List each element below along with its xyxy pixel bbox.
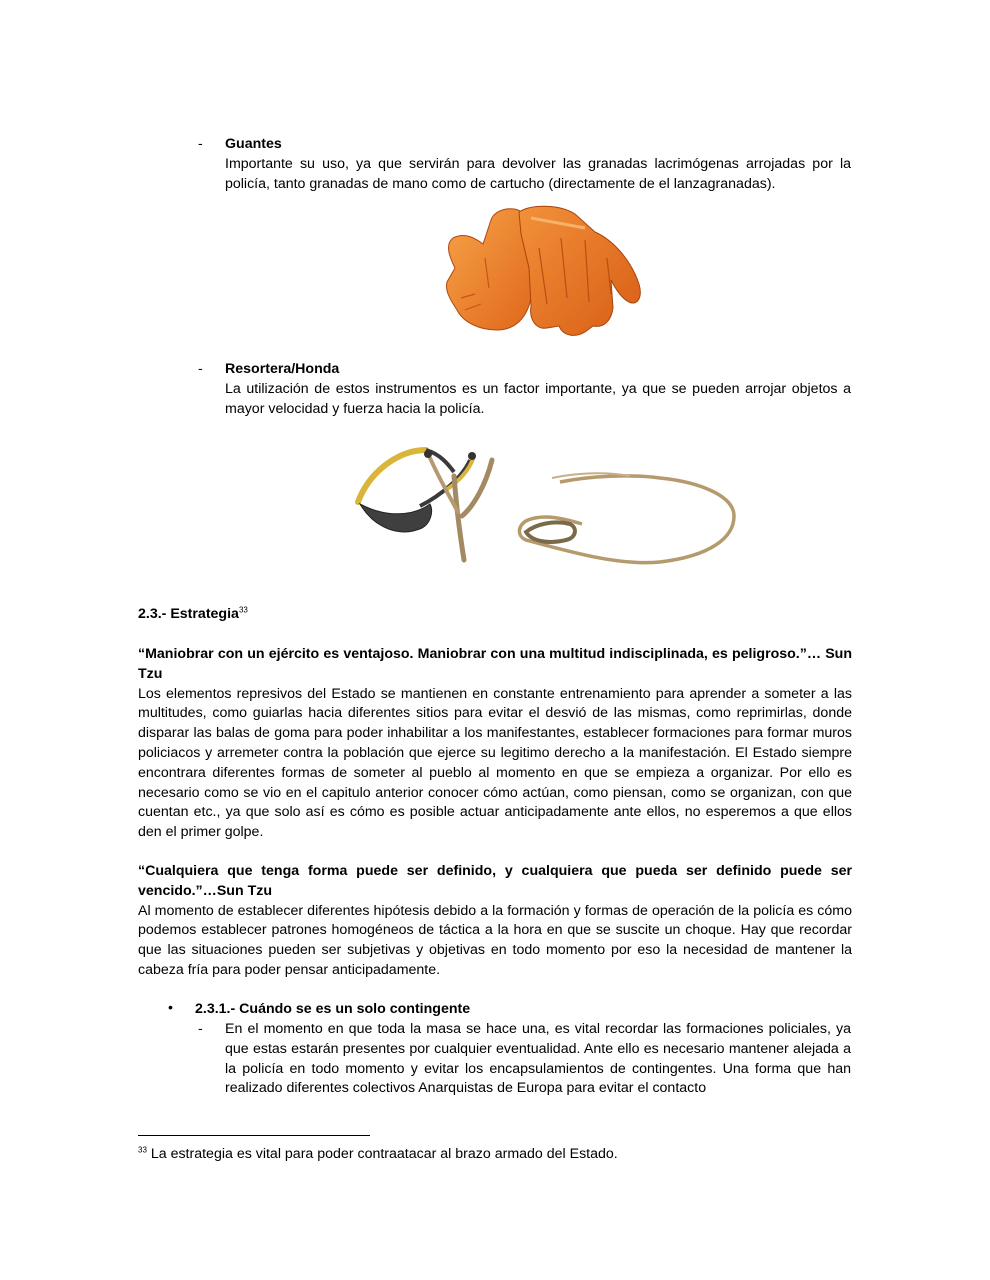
footnote-reference: 33: [238, 605, 248, 615]
sling-item: [225, 360, 851, 419]
sling-pouch: [360, 504, 432, 532]
quote-2: “Cualquiera que tenga forma puede ser definido, y cualquiera que pueda ser definido puede ser vencido.”…Sun Tzu: [138, 863, 852, 899]
bullet-icon: •: [168, 1000, 173, 1016]
footnote-text: La estrategia es vital para poder contraatacar al brazo armado del Estado.: [146, 1146, 618, 1162]
footnote-number: 33: [138, 1145, 147, 1155]
list-dash: -: [198, 361, 203, 377]
rope-sling-image: [519, 473, 734, 562]
gloves-title: Guantes: [225, 136, 282, 152]
quote-block-2: [138, 862, 852, 981]
sling-text: La utilización de estos instrumentos es un factor importante, ya que se pueden arrojar objetos a mayor velocidad y fuerza hacia la policía.: [225, 380, 851, 417]
section-heading: [138, 606, 248, 622]
sling-title: Resortera/Honda: [225, 361, 340, 377]
quote-block-1: [138, 645, 852, 843]
paragraph-2: Al momento de establecer diferentes hipótesis debido a la formación y formas de operación de la policía es cómo podemos establecer patrones homogéneos de táctica a la hora en que se suscite un choque. Hay que recordar que las situaciones pueden ser subjetivas y objetivas en todo momento por eso la necesidad de mantener la cabeza fría para poder pensar anticipadamente.: [138, 902, 852, 978]
footnote-rule: [138, 1135, 370, 1136]
list-dash: -: [198, 1021, 203, 1037]
gloves-image: [435, 198, 645, 340]
subsection-heading: 2.3.1.- Cuándo se es un solo contingente: [195, 1001, 471, 1017]
subsection-text: En el momento en que toda la masa se hace una, es vital recordar las formaciones policiales, ya que estas estarán presentes por cualquier eventualidad. Ante ello es necesario mantener alejada a la policía en todo momento y evitar los encapsulamientos de contingentes. Una forma que han realizado diferentes colectivos Anarquistas de Europa para evitar el contacto: [225, 1021, 851, 1097]
quote-1: “Maniobrar con un ejército es ventajoso. Maniobrar con una multitud indisciplinada, es peligroso.”… Sun Tzu: [138, 646, 852, 682]
gloves-text: Importante su uso, ya que servirán para devolver las granadas lacrimógenas arrojadas por la policía, tanto granadas de mano como de cartucho (directamente de el lanzagranadas).: [225, 155, 851, 192]
section-heading-text: 2.3.- Estrategia: [138, 606, 239, 622]
paragraph-1: Los elementos represivos del Estado se mantienen en constante entrenamiento para aprender a someter a las multitudes, como guiarlas hacia diferentes sitios para evitar el desvió de las mismas, como reprimirlas, donde disparar las balas de goma para poder inhabilitar a los manifestantes, establecer formaciones para formar muros policiacos y arremeter contra la población que ejerce su legitimo derecho a la manifestación. El Estado siempre encontrara diferentes formas de someter al pueblo al momento en que se empieza a organizar. Por ello es necesario como se vio en el capitulo anterior conocer cómo actúan, como piensan, como se organizan, con que cuentan etc., ya que solo así es cómo es posible actuar anticipadamente ante ellos, no esperemos a que ellos den el primer golpe.: [138, 685, 852, 841]
list-dash: -: [198, 136, 203, 152]
gloves-item: [225, 135, 851, 194]
slingshot-image: [330, 420, 750, 585]
footnote: [138, 1146, 852, 1162]
